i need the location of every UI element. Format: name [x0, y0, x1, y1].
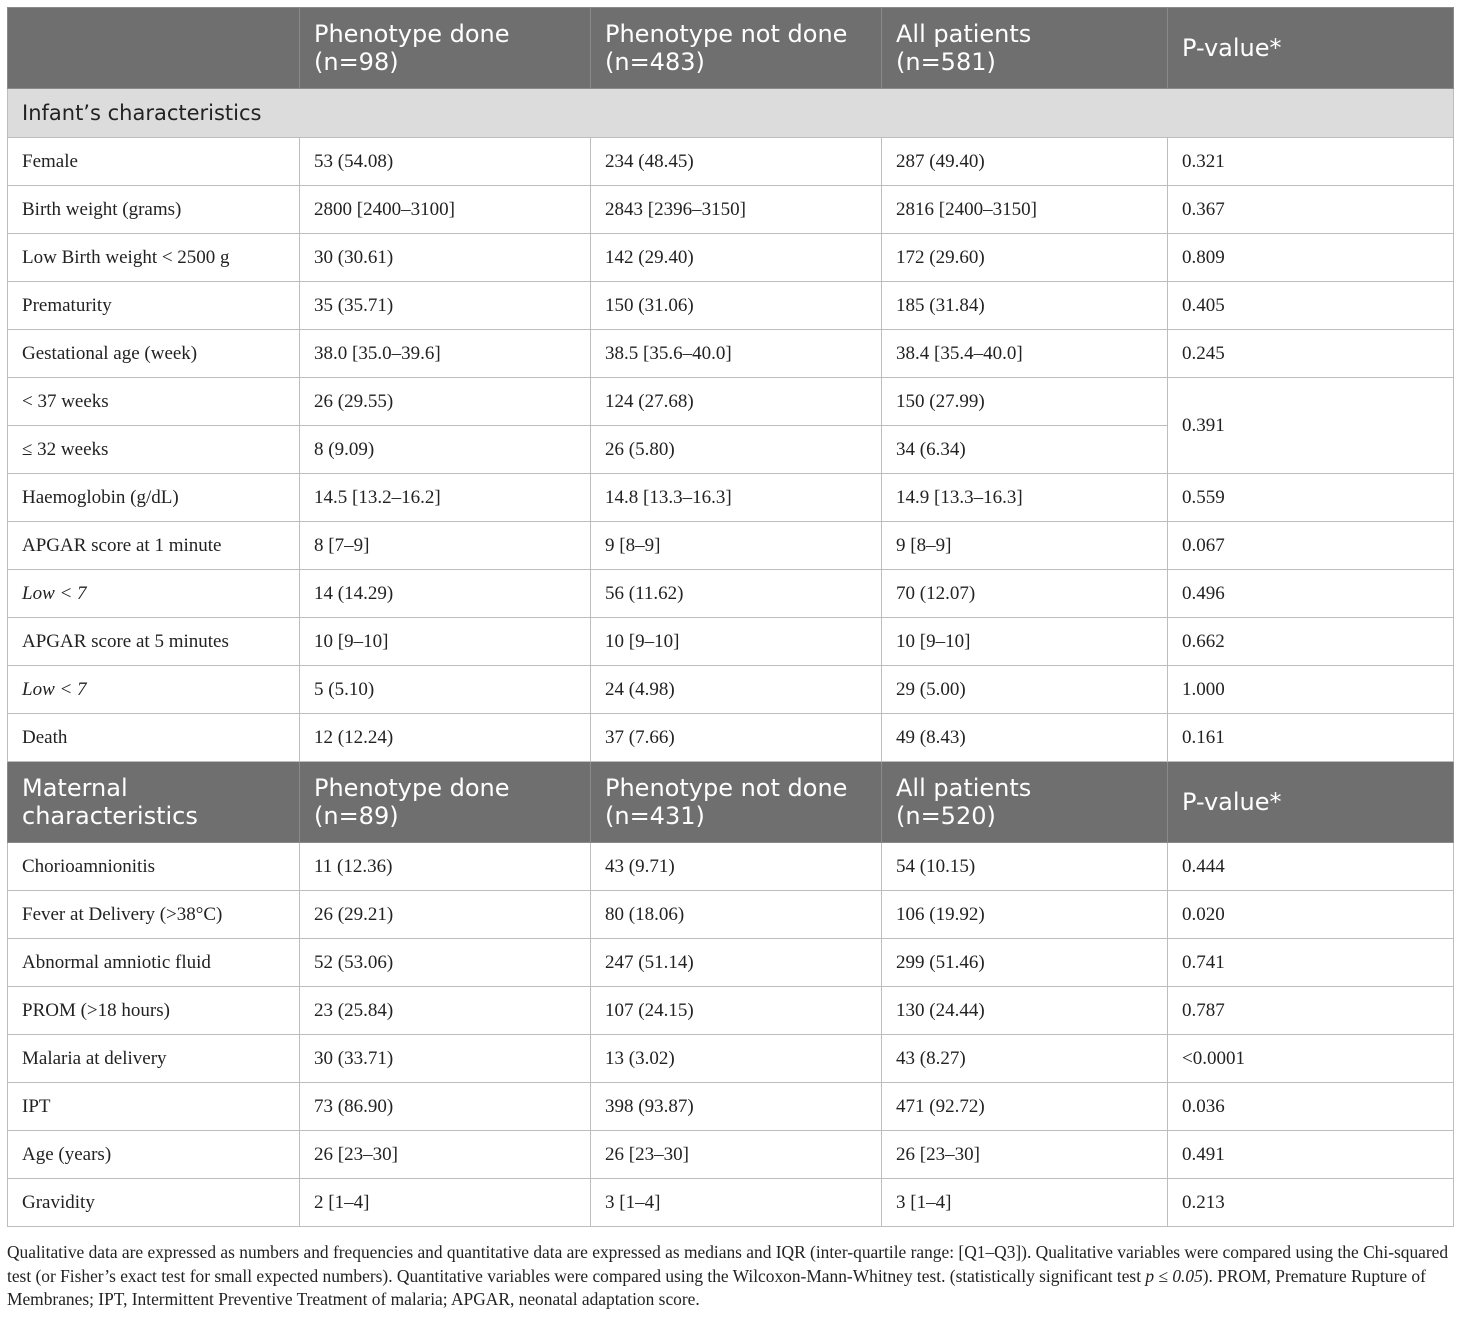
row-label: Abnormal amniotic fluid — [8, 939, 300, 987]
cell-p-value: 0.161 — [1168, 714, 1454, 762]
cell-p-value: 0.067 — [1168, 522, 1454, 570]
cell-not-done: 234 (48.45) — [591, 138, 882, 186]
cell-not-done: 107 (24.15) — [591, 987, 882, 1035]
table-footnote — [7, 1241, 1457, 1312]
cell-done: 8 (9.09) — [300, 426, 591, 474]
cell-p-value: 0.809 — [1168, 234, 1454, 282]
row-label: Gravidity — [8, 1179, 300, 1227]
cell-done: 53 (54.08) — [300, 138, 591, 186]
cell-all: 43 (8.27) — [882, 1035, 1168, 1083]
cell-p-value: 1.000 — [1168, 666, 1454, 714]
cell-p-value: 0.787 — [1168, 987, 1454, 1035]
footnote-text-1: Qualitative data are expressed as numbers and frequencies and quantitative data are expressed as medians and IQR (inter-quartile range: [Q1–Q3]). Qualitative variables were compared using the Chi-squared test (or Fisher’s exact test for small expected numbers). Quantitative variables were compared using the Wilcoxon-Mann-Whitney test. (statistically significant test — [7, 1242, 1449, 1286]
cell-done: 38.0 [35.0–39.6] — [300, 330, 591, 378]
cell-not-done: 2843 [2396–3150] — [591, 186, 882, 234]
cell-all: 185 (31.84) — [882, 282, 1168, 330]
row-label: Low Birth weight < 2500 g — [8, 234, 300, 282]
table-row — [8, 891, 1454, 939]
cell-not-done: 10 [9–10] — [591, 618, 882, 666]
cell-p-value: 0.321 — [1168, 138, 1454, 186]
cell-p-value: 0.367 — [1168, 186, 1454, 234]
cell-done: 73 (86.90) — [300, 1083, 591, 1131]
header-phenotype-done: Phenotype done (n=89) — [300, 762, 591, 843]
cell-not-done: 26 [23–30] — [591, 1131, 882, 1179]
table-row — [8, 378, 1454, 426]
footnote-significance-threshold: p ≤ 0.05 — [1145, 1265, 1203, 1286]
cell-all: 34 (6.34) — [882, 426, 1168, 474]
table-row — [8, 666, 1454, 714]
cell-not-done: 56 (11.62) — [591, 570, 882, 618]
cell-not-done: 150 (31.06) — [591, 282, 882, 330]
cell-p-value: 0.496 — [1168, 570, 1454, 618]
header-phenotype-not-done: Phenotype not done (n=431) — [591, 762, 882, 843]
characteristics-table-container — [7, 7, 1453, 1227]
header-phenotype-done: Phenotype done (n=98) — [300, 8, 591, 89]
cell-all: 130 (24.44) — [882, 987, 1168, 1035]
section-label-infant: Infant’s characteristics — [8, 89, 1454, 138]
cell-all: 471 (92.72) — [882, 1083, 1168, 1131]
cell-not-done: 3 [1–4] — [591, 1179, 882, 1227]
cell-all: 49 (8.43) — [882, 714, 1168, 762]
cell-all: 54 (10.15) — [882, 843, 1168, 891]
row-label: Low < 7 — [8, 570, 300, 618]
cell-done: 14.5 [13.2–16.2] — [300, 474, 591, 522]
infant-header-row — [8, 8, 1454, 89]
cell-p-value: 0.741 — [1168, 939, 1454, 987]
row-label: Birth weight (grams) — [8, 186, 300, 234]
cell-p-value: 0.491 — [1168, 1131, 1454, 1179]
row-label: Female — [8, 138, 300, 186]
cell-not-done: 24 (4.98) — [591, 666, 882, 714]
header-phenotype-not-done: Phenotype not done (n=483) — [591, 8, 882, 89]
cell-not-done: 247 (51.14) — [591, 939, 882, 987]
header-p-value: P-value* — [1168, 762, 1454, 843]
cell-all: 106 (19.92) — [882, 891, 1168, 939]
row-label: Haemoglobin (g/dL) — [8, 474, 300, 522]
cell-done: 12 (12.24) — [300, 714, 591, 762]
row-label: Age (years) — [8, 1131, 300, 1179]
cell-all: 70 (12.07) — [882, 570, 1168, 618]
table-row — [8, 714, 1454, 762]
cell-done: 2 [1–4] — [300, 1179, 591, 1227]
header-p-value: P-value* — [1168, 8, 1454, 89]
cell-done: 26 (29.55) — [300, 378, 591, 426]
cell-all: 10 [9–10] — [882, 618, 1168, 666]
cell-all: 9 [8–9] — [882, 522, 1168, 570]
table-row — [8, 1179, 1454, 1227]
cell-all: 287 (49.40) — [882, 138, 1168, 186]
cell-done: 2800 [2400–3100] — [300, 186, 591, 234]
cell-not-done: 142 (29.40) — [591, 234, 882, 282]
row-label: Death — [8, 714, 300, 762]
header-all-patients: All patients (n=581) — [882, 8, 1168, 89]
cell-all: 3 [1–4] — [882, 1179, 1168, 1227]
table-row — [8, 1035, 1454, 1083]
cell-done: 30 (30.61) — [300, 234, 591, 282]
table-row — [8, 522, 1454, 570]
maternal-header-row — [8, 762, 1454, 843]
cell-not-done: 398 (93.87) — [591, 1083, 882, 1131]
section-row-infant — [8, 89, 1454, 138]
cell-done: 23 (25.84) — [300, 987, 591, 1035]
cell-done: 11 (12.36) — [300, 843, 591, 891]
cell-not-done: 14.8 [13.3–16.3] — [591, 474, 882, 522]
row-label: Prematurity — [8, 282, 300, 330]
cell-all: 14.9 [13.3–16.3] — [882, 474, 1168, 522]
cell-not-done: 37 (7.66) — [591, 714, 882, 762]
cell-not-done: 13 (3.02) — [591, 1035, 882, 1083]
row-label: Fever at Delivery (>38°C) — [8, 891, 300, 939]
table-row — [8, 843, 1454, 891]
cell-all: 150 (27.99) — [882, 378, 1168, 426]
cell-not-done: 124 (27.68) — [591, 378, 882, 426]
header-blank — [8, 8, 300, 89]
header-all-patients: All patients (n=520) — [882, 762, 1168, 843]
cell-all: 29 (5.00) — [882, 666, 1168, 714]
cell-p-value: 0.444 — [1168, 843, 1454, 891]
cell-p-value: 0.245 — [1168, 330, 1454, 378]
cell-done: 10 [9–10] — [300, 618, 591, 666]
cell-done: 30 (33.71) — [300, 1035, 591, 1083]
row-label: Low < 7 — [8, 666, 300, 714]
row-label: ≤ 32 weeks — [8, 426, 300, 474]
table-row — [8, 474, 1454, 522]
cell-p-value-merged: 0.391 — [1168, 378, 1454, 474]
cell-p-value: <0.0001 — [1168, 1035, 1454, 1083]
footnote-text-2: ). PROM, Premature Rupture of Membranes; IPT, Intermittent Preventive Treatment of malaria; APGAR, neonatal adaptation score. — [7, 1265, 1426, 1309]
cell-p-value: 0.036 — [1168, 1083, 1454, 1131]
table-row — [8, 570, 1454, 618]
cell-p-value: 0.213 — [1168, 1179, 1454, 1227]
cell-done: 14 (14.29) — [300, 570, 591, 618]
table-row — [8, 618, 1454, 666]
header-maternal-characteristics: Maternal characteristics — [8, 762, 300, 843]
cell-done: 26 (29.21) — [300, 891, 591, 939]
cell-not-done: 80 (18.06) — [591, 891, 882, 939]
table-row — [8, 1131, 1454, 1179]
cell-p-value: 0.020 — [1168, 891, 1454, 939]
cell-done: 8 [7–9] — [300, 522, 591, 570]
cell-all: 299 (51.46) — [882, 939, 1168, 987]
cell-not-done: 38.5 [35.6–40.0] — [591, 330, 882, 378]
cell-done: 35 (35.71) — [300, 282, 591, 330]
characteristics-table — [7, 7, 1454, 1227]
cell-done: 5 (5.10) — [300, 666, 591, 714]
cell-all: 26 [23–30] — [882, 1131, 1168, 1179]
cell-all: 2816 [2400–3150] — [882, 186, 1168, 234]
cell-not-done: 9 [8–9] — [591, 522, 882, 570]
table-row — [8, 186, 1454, 234]
cell-p-value: 0.559 — [1168, 474, 1454, 522]
table-row — [8, 987, 1454, 1035]
table-row — [8, 234, 1454, 282]
cell-p-value: 0.662 — [1168, 618, 1454, 666]
cell-done: 26 [23–30] — [300, 1131, 591, 1179]
row-label: < 37 weeks — [8, 378, 300, 426]
row-label: Malaria at delivery — [8, 1035, 300, 1083]
cell-done: 52 (53.06) — [300, 939, 591, 987]
table-row — [8, 939, 1454, 987]
cell-p-value: 0.405 — [1168, 282, 1454, 330]
row-label: Chorioamnionitis — [8, 843, 300, 891]
table-row — [8, 330, 1454, 378]
cell-all: 172 (29.60) — [882, 234, 1168, 282]
row-label: APGAR score at 5 minutes — [8, 618, 300, 666]
row-label: APGAR score at 1 minute — [8, 522, 300, 570]
row-label: Gestational age (week) — [8, 330, 300, 378]
table-row — [8, 1083, 1454, 1131]
table-row — [8, 138, 1454, 186]
row-label: IPT — [8, 1083, 300, 1131]
cell-not-done: 26 (5.80) — [591, 426, 882, 474]
cell-not-done: 43 (9.71) — [591, 843, 882, 891]
row-label: PROM (>18 hours) — [8, 987, 300, 1035]
table-row — [8, 282, 1454, 330]
cell-all: 38.4 [35.4–40.0] — [882, 330, 1168, 378]
